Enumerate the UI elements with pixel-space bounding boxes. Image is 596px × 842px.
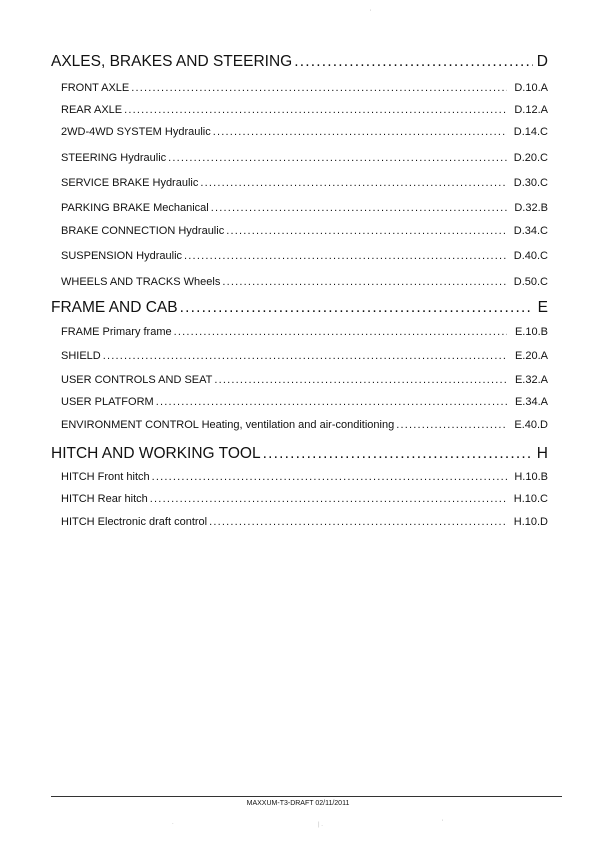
toc-entry[interactable] xyxy=(61,326,548,338)
toc-entry[interactable] xyxy=(61,471,548,483)
dot-leader xyxy=(156,396,507,408)
scan-speck: | . xyxy=(318,822,323,828)
section-code: E xyxy=(537,299,548,316)
entry-code: H.10.C xyxy=(513,493,548,505)
dot-leader xyxy=(214,374,507,386)
dot-leader xyxy=(200,177,507,189)
entry-title: HITCH Rear hitch xyxy=(61,493,148,505)
dot-leader xyxy=(103,350,507,362)
entry-code: E.34.A xyxy=(514,396,548,408)
toc-entry[interactable] xyxy=(61,82,548,94)
toc-entry[interactable] xyxy=(61,126,548,138)
entry-code: D.12.A xyxy=(514,104,548,116)
entry-title: USER PLATFORM xyxy=(61,396,154,408)
dot-leader xyxy=(263,445,533,463)
entry-code: E.32.A xyxy=(514,374,548,386)
entry-code: D.34.C xyxy=(513,225,548,237)
entry-title: REAR AXLE xyxy=(61,104,123,116)
entry-title: STEERING Hydraulic xyxy=(61,152,167,164)
toc-entry[interactable] xyxy=(61,225,548,237)
toc-entry[interactable] xyxy=(61,177,548,189)
scan-speck: ' xyxy=(370,10,372,16)
dot-leader xyxy=(174,326,507,338)
toc-entry[interactable] xyxy=(61,104,548,116)
dot-leader xyxy=(184,250,507,262)
dot-leader xyxy=(226,225,507,237)
entry-code: D.50.C xyxy=(513,276,548,288)
toc-entry[interactable] xyxy=(61,250,548,262)
entry-title: FRONT AXLE xyxy=(61,82,130,94)
dot-leader xyxy=(209,516,507,528)
section-code: H xyxy=(536,445,548,462)
scan-speck: . xyxy=(172,820,174,826)
dot-leader xyxy=(211,202,507,214)
toc-section-e[interactable] xyxy=(51,299,548,317)
entry-title: ENVIRONMENT CONTROL Heating, ventilation and air-conditioning xyxy=(61,419,395,431)
dot-leader xyxy=(150,493,507,505)
dot-leader xyxy=(124,104,507,116)
section-code: D xyxy=(536,53,548,70)
entry-code: D.20.C xyxy=(513,152,548,164)
entry-code: D.14.C xyxy=(513,126,548,138)
entry-code: D.30.C xyxy=(513,177,548,189)
dot-leader xyxy=(152,471,507,483)
toc-entry[interactable] xyxy=(61,276,548,288)
entry-code: D.40.C xyxy=(513,250,548,262)
toc-section-d[interactable] xyxy=(51,53,548,71)
entry-code: E.40.D xyxy=(514,419,548,431)
entry-title: SUSPENSION Hydraulic xyxy=(61,250,183,262)
toc-entry[interactable] xyxy=(61,374,548,386)
entry-title: 2WD-4WD SYSTEM Hydraulic xyxy=(61,126,211,138)
toc-entry[interactable] xyxy=(61,396,548,408)
toc-entry[interactable] xyxy=(61,419,548,431)
toc-entry[interactable] xyxy=(61,516,548,528)
entry-title: HITCH Front hitch xyxy=(61,471,150,483)
entry-code: D.32.B xyxy=(514,202,548,214)
dot-leader xyxy=(294,53,533,71)
entry-title: BRAKE CONNECTION Hydraulic xyxy=(61,225,225,237)
entry-title: SERVICE BRAKE Hydraulic xyxy=(61,177,199,189)
entry-title: SHIELD xyxy=(61,350,101,362)
section-title: AXLES, BRAKES AND STEERING xyxy=(51,53,293,70)
dot-leader xyxy=(168,152,507,164)
entry-title: FRAME Primary frame xyxy=(61,326,172,338)
dot-leader xyxy=(396,419,507,431)
footer-divider xyxy=(51,796,562,797)
entry-code: H.10.B xyxy=(514,471,548,483)
section-title: FRAME AND CAB xyxy=(51,299,178,316)
toc-entry[interactable] xyxy=(61,493,548,505)
dot-leader xyxy=(222,276,507,288)
entry-code: H.10.D xyxy=(513,516,548,528)
dot-leader xyxy=(213,126,507,138)
footer-label: MAXXUM-T3-DRAFT 02/11/2011 xyxy=(246,800,350,807)
entry-title: PARKING BRAKE Mechanical xyxy=(61,202,209,214)
toc-entry[interactable] xyxy=(61,152,548,164)
toc-section-h[interactable] xyxy=(51,445,548,463)
entry-code: E.10.B xyxy=(514,326,548,338)
entry-title: USER CONTROLS AND SEAT xyxy=(61,374,213,386)
entry-code: E.20.A xyxy=(514,350,548,362)
entry-title: WHEELS AND TRACKS Wheels xyxy=(61,276,221,288)
toc-entry[interactable] xyxy=(61,202,548,214)
scan-speck: ' xyxy=(442,820,444,826)
toc-entry[interactable] xyxy=(61,350,548,362)
entry-code: D.10.A xyxy=(514,82,548,94)
section-title: HITCH AND WORKING TOOL xyxy=(51,445,261,462)
dot-leader xyxy=(180,299,533,317)
entry-title: HITCH Electronic draft control xyxy=(61,516,208,528)
dot-leader xyxy=(131,82,507,94)
